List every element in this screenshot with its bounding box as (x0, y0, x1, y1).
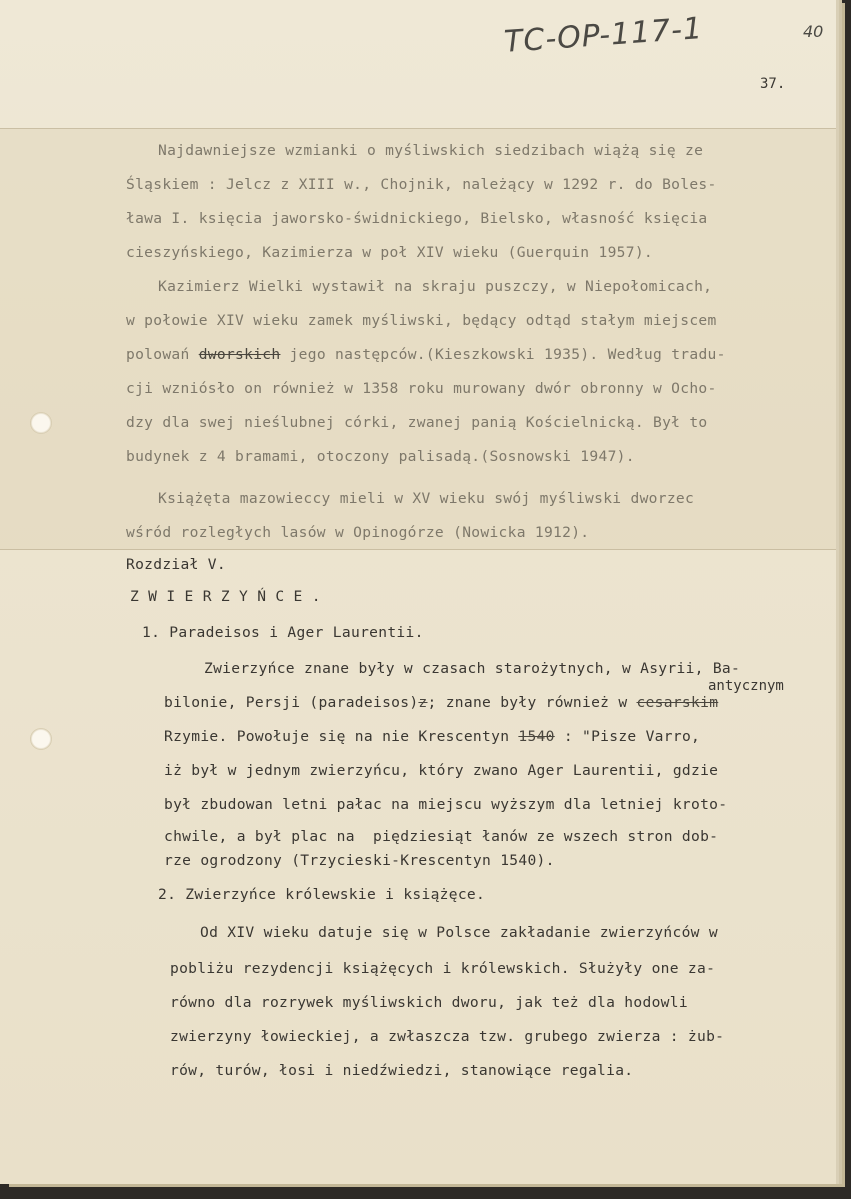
text-line: Śląskiem : Jelcz z XIII w., Chojnik, należący w 1292 r. do Boles- (126, 176, 717, 193)
text-line: Najdawniejsze wzmianki o myśliwskich siedzibach wiążą się ze (158, 142, 704, 159)
text-line: wśród rozległych lasów w Opinogórze (Nowicka 1912). (126, 524, 590, 541)
chapter-title: Z W I E R Z Y Ń C E . (130, 588, 321, 605)
text-line: dzy dla swej nieślubnej córki, zwanej panią Kościelnicką. Był to (126, 414, 708, 431)
punch-hole (30, 412, 52, 434)
text-line: ława I. księcia jaworsko-świdnickiego, Bielsko, własność księcia (126, 210, 708, 227)
handwritten-archive-code: TC-OP-117-1 (503, 11, 705, 60)
struck-word: cesarskim (636, 694, 719, 711)
punch-hole (30, 728, 52, 750)
text-line: był zbudowan letni pałac na miejscu wyższym dla letniej kroto- (164, 796, 728, 813)
inserted-word: antycznym (708, 678, 784, 694)
subsection-heading: 2. Zwierzyńce królewskie i książęce. (158, 886, 486, 903)
text-line: Rzymie. Powołuje się na nie Krescentyn 1540 : "Pisze Varro, (164, 728, 701, 745)
chapter-heading: Rozdział V. (126, 556, 226, 573)
page-number: 37. (760, 76, 786, 92)
struck-word: z (418, 694, 428, 711)
text-line: Książęta mazowieccy mieli w XV wieku swój myśliwski dworzec (158, 490, 695, 507)
text-line: bilonie, Persji (paradeisos)z; znane były również w cesarskim (164, 694, 719, 711)
text-line: równo dla rozrywek myśliwskich dworu, jak też dla hodowli (170, 994, 688, 1011)
text-line: pobliżu rezydencji książęcych i królewskich. Służyły one za- (170, 960, 716, 977)
text-line: rów, turów, łosi i niedźwiedzi, stanowiące regalia. (170, 1062, 634, 1079)
struck-word: 1540 (518, 728, 555, 745)
text-line: cieszyńskiego, Kazimierza w poł XIV wieku (Guerquin 1957). (126, 244, 653, 261)
struck-word: dworskich (198, 346, 281, 363)
text-line: zwierzyny łowieckiej, a zwłaszcza tzw. grubego zwierza : żub- (170, 1028, 725, 1045)
text-line: w połowie XIV wieku zamek myśliwski, będący odtąd stałym miejscem (126, 312, 717, 329)
text-line: Kazimierz Wielki wystawił na skraju puszczy, w Niepołomicach, (158, 278, 713, 295)
text-line: cji wzniósło on również w 1358 roku murowany dwór obronny w Ocho- (126, 380, 717, 397)
text-line: iż był w jednym zwierzyńcu, który zwano Ager Laurentii, gdzie (164, 762, 719, 779)
handwritten-folio-number: 40 (803, 22, 824, 41)
text-line: chwile, a był plac na piędziesiąt łanów ze wszech stron dob- (164, 828, 719, 845)
text-line: rze ogrodzony (Trzycieski-Krescentyn 1540). (164, 852, 555, 869)
text-line: polowań dworskich jego następców.(Kieszkowski 1935). Według tradu- (126, 346, 726, 363)
text-line: budynek z 4 bramami, otoczony palisadą.(Sosnowski 1947). (126, 448, 635, 465)
subsection-heading: 1. Paradeisos i Ager Laurentii. (142, 624, 424, 641)
text-line: Zwierzyńce znane były w czasach starożytnych, w Asyrii, Ba- (204, 660, 741, 677)
text-line: Od XIV wieku datuje się w Polsce zakładanie zwierzyńców w (200, 924, 718, 941)
